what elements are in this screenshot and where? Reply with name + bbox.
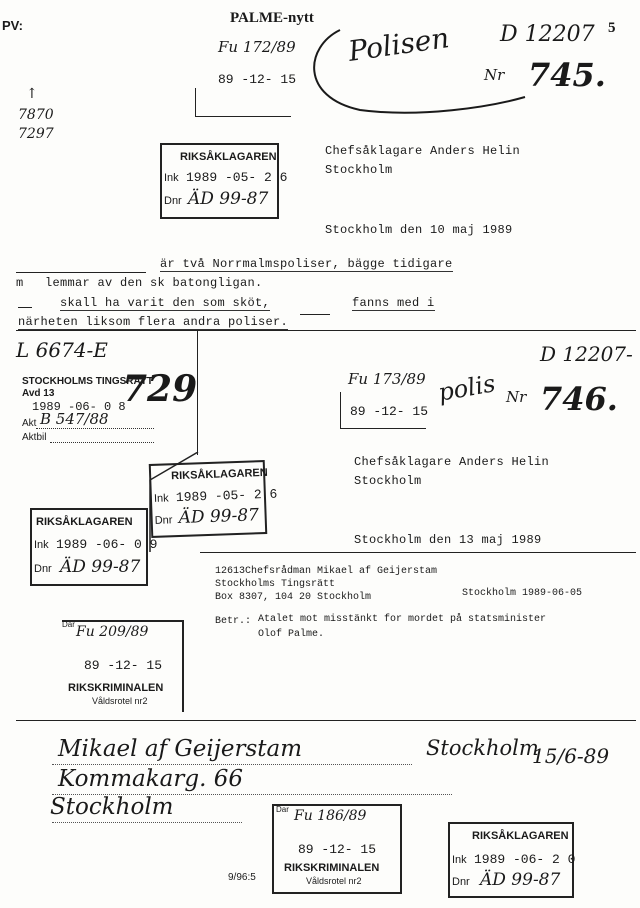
riks-stamp-1 xyxy=(160,143,288,219)
rikskrim-stamp-2-unit: Våldsrotel nr2 xyxy=(306,876,362,886)
fu-ref-2: Fu 173/89 xyxy=(348,370,426,388)
handwritten-polis-2: polis xyxy=(436,369,498,407)
riks-stamp-2-dnr-label: Dnr xyxy=(154,514,173,527)
letter1-body-line1 xyxy=(160,257,453,271)
forward-addressee-1: 12613Chefsrådman Mikael af Geijerstam xyxy=(215,566,438,577)
redaction-dash-2 xyxy=(300,314,330,315)
letter1-dateline: Stockholm den 10 maj 1989 xyxy=(325,223,513,237)
riks-stamp-4-ink-date: 1989 -06- 2 0 xyxy=(474,852,576,867)
redaction-dash-1 xyxy=(18,307,32,308)
court-stamp-akt-dots xyxy=(36,428,154,429)
handwritten-number-746: 746. xyxy=(540,380,618,418)
court-stamp-aktbil-dots xyxy=(50,442,154,443)
riks-stamp-3-ink-label: Ink xyxy=(34,539,49,551)
envelope-dotted-3 xyxy=(52,822,242,823)
riks-stamp-4-title: RIKSÅKLAGAREN xyxy=(472,830,569,842)
envelope-line3: Stockholm xyxy=(50,794,174,820)
fu-date-1: 89 -12- 15 xyxy=(218,72,297,87)
separator-3 xyxy=(16,720,636,721)
envelope-date: 15/6-89 xyxy=(532,744,610,768)
riks-stamp-3 xyxy=(30,508,158,586)
letter1-body-line3a xyxy=(60,296,270,310)
letter2-recipient-city: Stockholm xyxy=(354,474,422,488)
fu-stamp-2-bottom xyxy=(340,428,426,429)
letter2-dateline: Stockholm den 13 maj 1989 xyxy=(354,533,542,547)
envelope-line2: Kommakarg. 66 xyxy=(58,766,243,792)
rikskrim-stamp-2-ref: Fu 186/89 xyxy=(294,808,367,824)
forward-addressee-3: Box 8307, 104 20 Stockholm xyxy=(215,592,372,603)
letter1-body-line2a: m xyxy=(16,276,24,290)
riks-stamp-2-dnr: ÄD 99-87 xyxy=(178,505,260,529)
page-number: 5 xyxy=(608,20,616,36)
aktbil-number: 729 xyxy=(122,368,198,410)
forward-betr-line1: Atalet mot misstänkt for mordet på statsminister xyxy=(258,614,547,625)
handwritten-nr-2: Nr xyxy=(506,388,527,406)
letter1-body-line4-text: närheten liksom flera andra poliser. xyxy=(18,315,289,329)
separator-2 xyxy=(200,552,636,553)
letter1-body-line1-text: är två Norrmalmspoliser, bägge tidigare xyxy=(160,257,453,271)
fu-date-2: 89 -12- 15 xyxy=(350,404,429,419)
court-stamp-aktbil-label: Aktbil xyxy=(22,432,47,443)
court-code: L 6674-E xyxy=(16,338,108,362)
court-stamp-title: STOCKHOLMS TINGSRÄTT xyxy=(22,376,153,387)
riks-stamp-3-dnr-label: Dnr xyxy=(34,563,52,575)
letter1-body-line4 xyxy=(18,315,288,329)
letter1-recipient-city: Stockholm xyxy=(325,163,393,177)
corner-mark: PV: xyxy=(2,18,23,33)
publication-title: PALME-nytt xyxy=(230,10,314,26)
riks-stamp-3-title: RIKSÅKLAGAREN xyxy=(36,516,133,528)
fu-stamp-1-edge xyxy=(195,88,196,116)
margin-arrow: ↑ xyxy=(26,86,38,102)
letter2-recipient-name: Chefsåklagare Anders Helin xyxy=(354,455,550,469)
court-stamp-akt: B 547/88 xyxy=(40,410,109,428)
envelope-place: Stockholm xyxy=(426,736,539,760)
rikskrim-stamp-1 xyxy=(62,620,184,712)
rikskrim-stamp-2-name: RIKSKRIMINALEN xyxy=(284,862,380,874)
riks-stamp-1-dnr-label: Dnr xyxy=(164,195,182,207)
rikskrim-stamp-1-name: RIKSKRIMINALEN xyxy=(68,682,164,694)
letter1-body-line3b-text: fanns med i xyxy=(352,296,435,310)
riks-stamp-4-ink-label: Ink xyxy=(452,854,467,866)
riks-stamp-4-dnr-label: Dnr xyxy=(452,876,470,888)
margin-number-2: 7297 xyxy=(18,126,54,142)
envelope-dotted-1 xyxy=(52,764,412,765)
rikskrim-stamp-2 xyxy=(272,804,402,894)
fu-stamp-2-edge xyxy=(340,392,341,428)
riks-stamp-4 xyxy=(448,822,574,898)
letter1-body-line3a-text: skall ha varit den som sköt, xyxy=(60,296,271,310)
fu-stamp-1-bottom xyxy=(195,116,291,117)
redaction-line-1 xyxy=(16,272,146,273)
court-stamp-akt-label: Akt xyxy=(22,418,37,429)
handwritten-number-745: 745. xyxy=(528,56,606,94)
rikskrim-stamp-1-date: 89 -12- 15 xyxy=(84,658,163,673)
rikskrim-stamp-1-corner: Dar xyxy=(62,620,75,629)
riks-stamp-2-ink-date: 1989 -05- 2 6 xyxy=(175,486,278,506)
riks-stamp-2-title: RIKSÅKLAGAREN xyxy=(170,466,268,483)
riks-stamp-4-dnr: ÄD 99-87 xyxy=(480,870,561,890)
forward-betr-line2: Olof Palme. xyxy=(258,629,325,640)
riks-stamp-3-dnr: ÄD 99-87 xyxy=(60,557,141,577)
doc-ref-2: D 12207- xyxy=(540,342,633,366)
forward-betr-label: Betr.: xyxy=(215,616,252,627)
letter1-body-line2b: lemmar av den sk batongligan. xyxy=(45,276,263,290)
forward-addressee-2: Stockholms Tingsrätt xyxy=(215,579,336,590)
riks-stamp-1-title: RIKSÅKLAGAREN xyxy=(180,151,277,163)
rikskrim-stamp-2-corner: Dar xyxy=(276,805,289,814)
court-stamp-avd: Avd 13 xyxy=(22,388,55,399)
rikskrim-stamp-1-unit: Våldsrotel nr2 xyxy=(92,696,148,706)
riks-stamp-1-dnr: ÄD 99-87 xyxy=(188,189,269,209)
fu-ref-1: Fu 172/89 xyxy=(218,38,296,56)
riks-stamp-3-ink-date: 1989 -06- 0 9 xyxy=(56,537,158,552)
margin-number-1: 7870 xyxy=(18,107,54,123)
letter1-body-line3b xyxy=(352,296,435,310)
riks-stamp-1-ink-label: Ink xyxy=(164,172,179,184)
handwritten-polis-1: Polisen xyxy=(346,21,452,68)
handwritten-nr-1: Nr xyxy=(484,66,505,84)
rikskrim-stamp-2-date: 89 -12- 15 xyxy=(298,842,377,857)
riks-stamp-1-ink-date: 1989 -05- 2 6 xyxy=(186,170,288,185)
doc-ref-1: D 12207 xyxy=(500,22,595,47)
letter1-recipient-name: Chefsåklagare Anders Helin xyxy=(325,144,521,158)
footer-code: 9/96:5 xyxy=(228,872,256,883)
separator-1 xyxy=(16,330,636,331)
riks-stamp-2 xyxy=(149,460,278,538)
envelope-line1: Mikael af Geijerstam xyxy=(58,736,303,762)
court-stamp-date: 1989 -06- 0 8 xyxy=(32,400,126,414)
rikskrim-stamp-1-ref: Fu 209/89 xyxy=(76,624,149,640)
forward-date: Stockholm 1989-06-05 xyxy=(462,588,583,599)
riks-stamp-2-ink-label: Ink xyxy=(153,492,169,505)
